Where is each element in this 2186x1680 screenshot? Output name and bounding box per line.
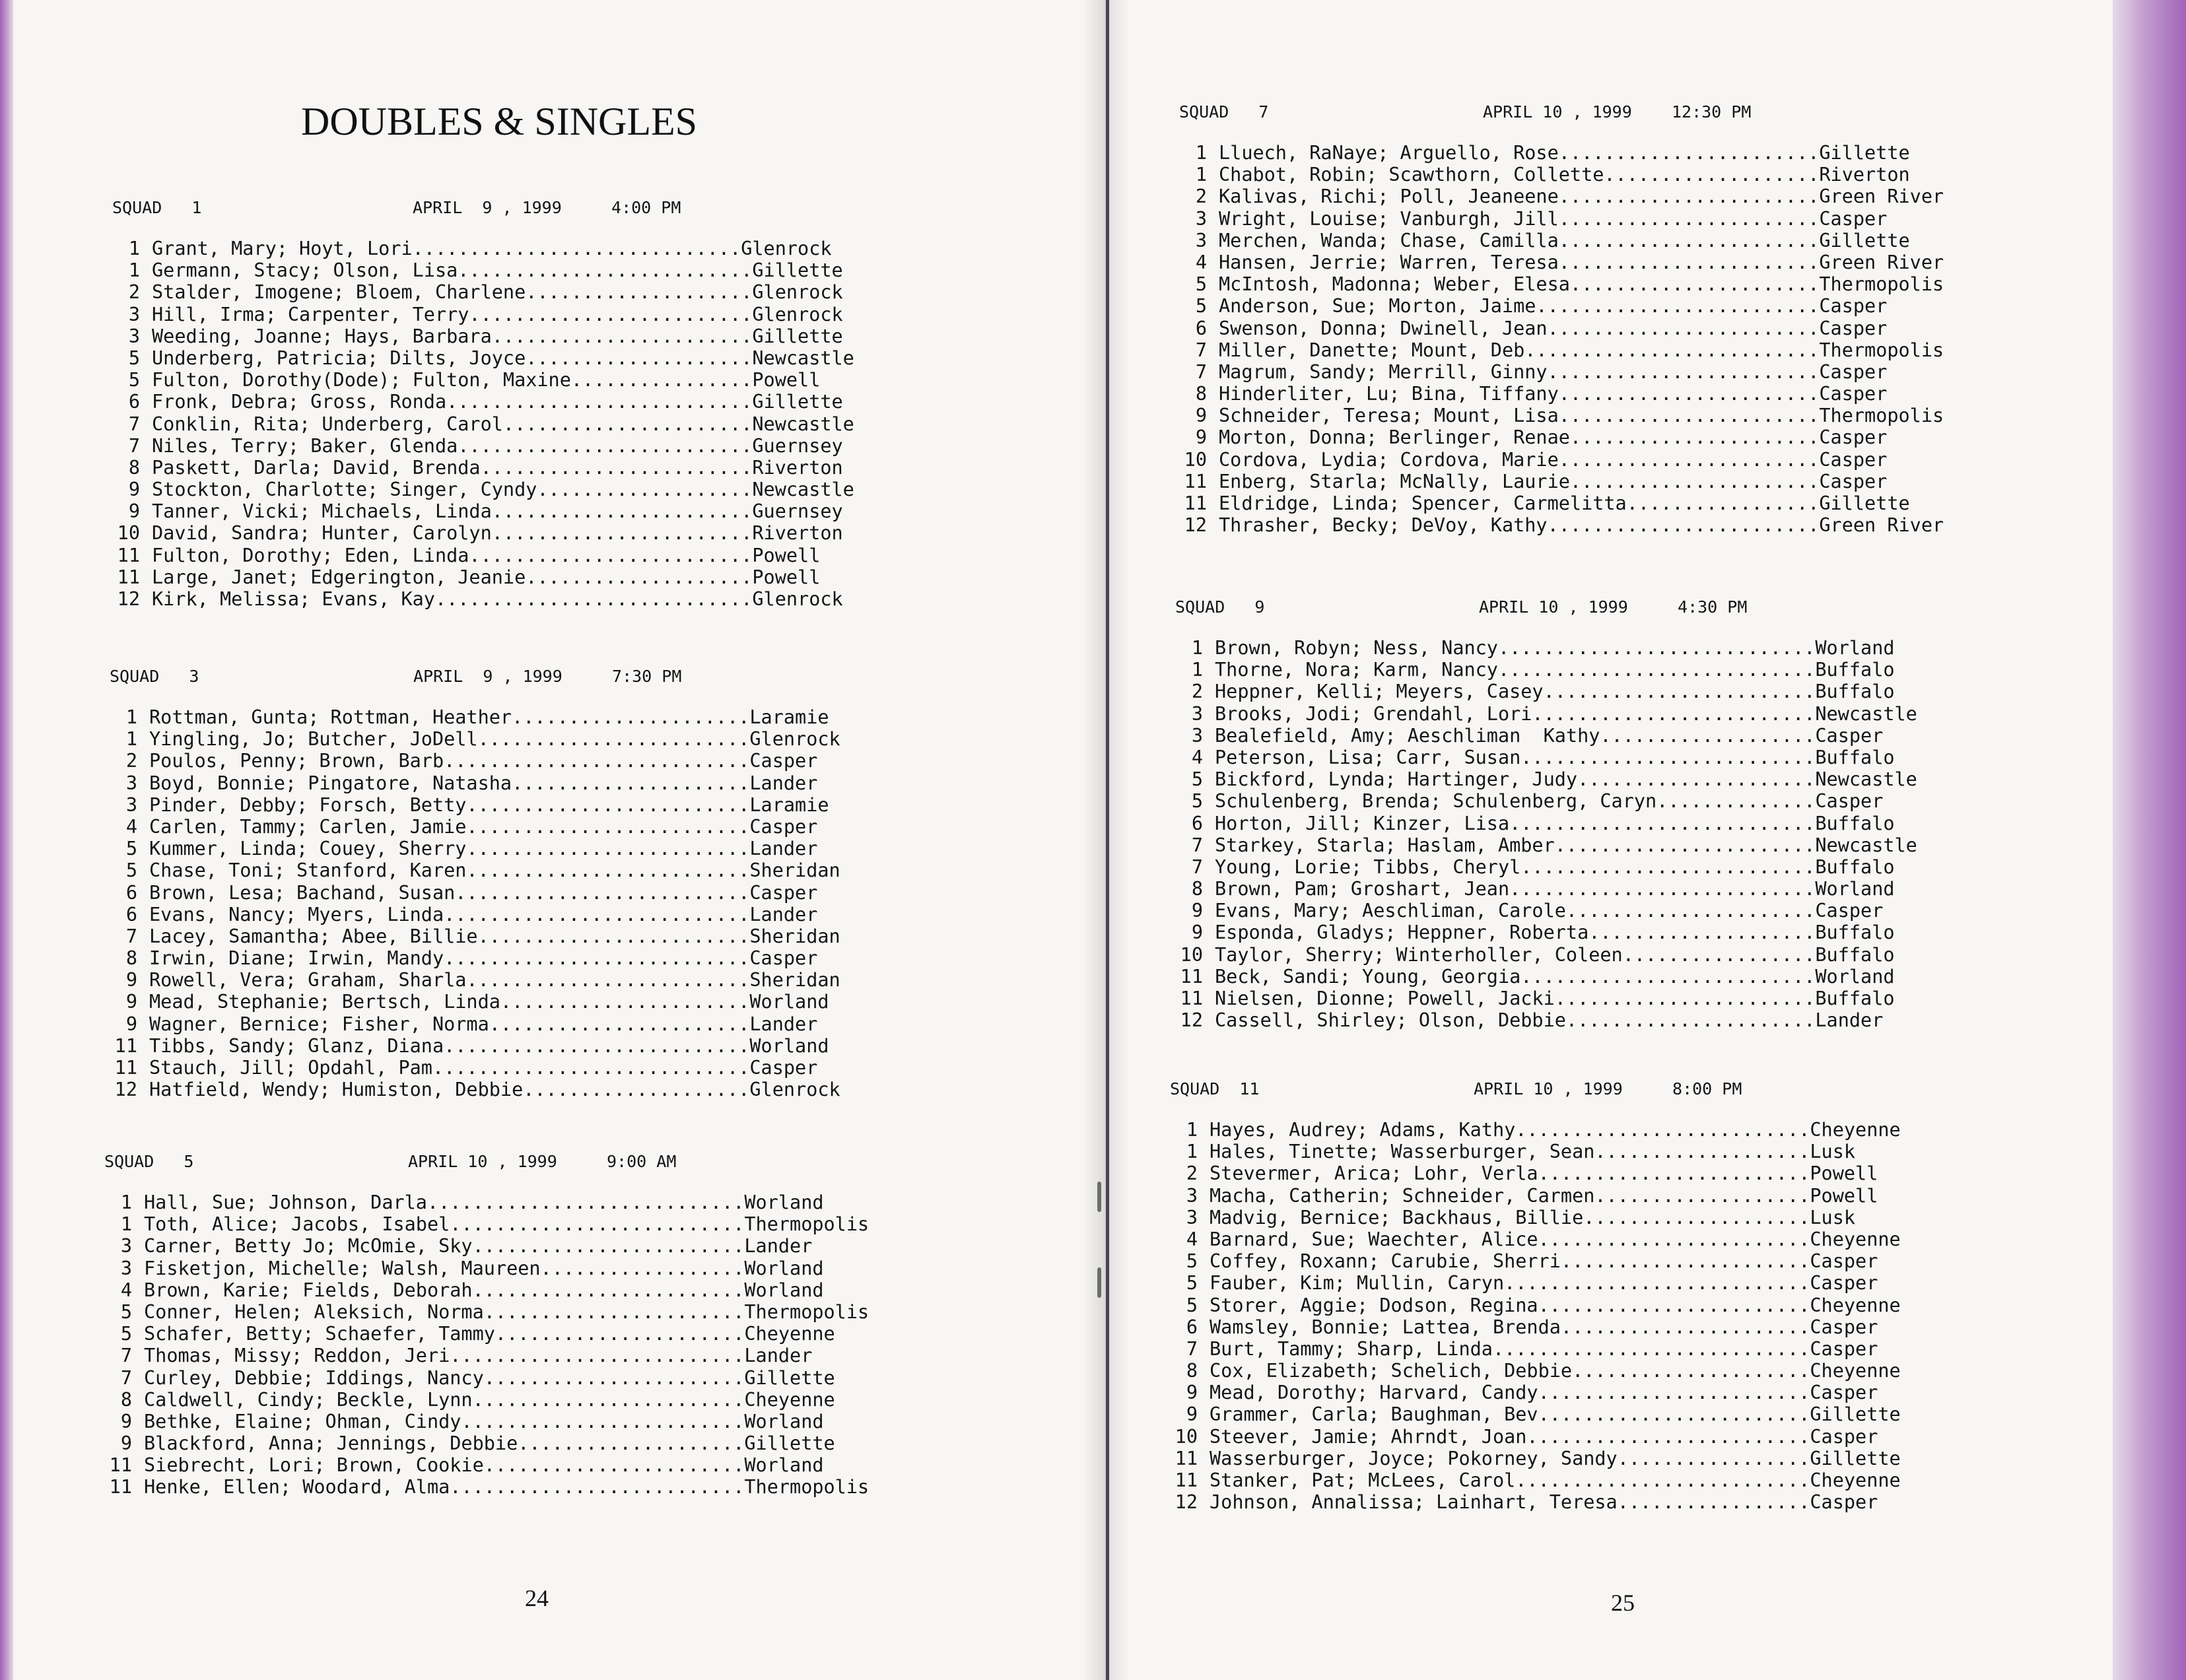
entry-text: Kirk, Melissa; Evans, Kay............................Glenrock: [152, 588, 843, 610]
entry-text: Schneider, Teresa; Mount, Lisa.......................Thermopolis: [1219, 405, 1944, 427]
entry-rank: 7: [120, 1345, 132, 1367]
entry-rank: 5: [120, 1323, 132, 1345]
entry-rank: 6: [125, 881, 137, 904]
entry-rank: 1: [1186, 1119, 1198, 1141]
entry-text: Irwin, Diane; Irwin, Mandy...........................Casper: [149, 947, 818, 970]
entry-rank: 11: [114, 1057, 137, 1079]
squad-date-time: APRIL 10 , 1999 8:00 PM: [1474, 1079, 1742, 1098]
entry-text: Weeding, Joanne; Hays, Barbara.......................Gillette: [152, 325, 843, 347]
entry-rank: 8: [1191, 878, 1203, 900]
entry-text: Hill, Irma; Carpenter, Terry.........................Glenrock: [152, 303, 843, 325]
entry-text: Mead, Stephanie; Bertsch, Linda......................Worland: [149, 991, 829, 1013]
entry-rank: 7: [1195, 339, 1207, 361]
entry-text: Lluech, RaNaye; Arguello, Rose.......................Gillette: [1219, 142, 1910, 164]
entry-text: Fisketjon, Michelle; Walsh, Maureen..................Worland: [144, 1257, 824, 1279]
entry-rank: 6: [125, 903, 137, 925]
entry-text: Eldridge, Linda; Spencer, Carmelitta.................Gillette: [1219, 492, 1910, 514]
entry-text: Nielsen, Dionne; Powell, Jacki.......................Buffalo: [1215, 988, 1895, 1009]
entry-rank: 11: [1184, 492, 1207, 514]
entry-text: Fronk, Debra; Gross, Ronda...........................Gillette: [152, 391, 843, 413]
entry-text: Schulenberg, Brenda; Schulenberg, Caryn..............Casper: [1215, 790, 1884, 813]
entry-text: Large, Janet; Edgerington, Jeanie....................Powell: [152, 566, 821, 588]
entry-rank: 11: [1180, 988, 1203, 1009]
entry-text: Cordova, Lydia; Cordova, Marie.......................Casper: [1219, 448, 1888, 471]
entry-rank: 6: [128, 391, 140, 413]
entry-text: Morton, Donna; Berlinger, Renae......................Casper: [1219, 426, 1888, 449]
entry-rank: 5: [1186, 1272, 1198, 1294]
entry-rank: 8: [120, 1388, 132, 1411]
entry-rank: 11: [109, 1476, 132, 1498]
entry-text: Wright, Louise; Vanburgh, Jill.......................Casper: [1219, 207, 1888, 230]
entry-rank: 3: [1186, 1184, 1198, 1207]
entry-text: Fauber, Kim; Mullin, Caryn...........................Casper: [1210, 1272, 1878, 1294]
entry-text: Swenson, Donna; Dwinell, Jean........................Casper: [1219, 317, 1888, 339]
entry-text: Evans, Nancy; Myers, Linda...........................Lander: [149, 903, 818, 925]
entry-rank: 10: [1180, 943, 1203, 966]
entry-rank: 11: [1175, 1447, 1198, 1469]
squad-label: SQUAD 1: [112, 198, 202, 217]
entry-text: Stevermer, Arica; Lohr, Verla........................Powell: [1210, 1162, 1878, 1185]
entry-rank: 7: [1191, 856, 1203, 878]
entry-rank: 9: [1195, 426, 1207, 449]
entry-text: Henke, Ellen; Woodard, Alma..........................Thermopolis: [144, 1476, 870, 1498]
entry-text: Thomas, Missy; Reddon, Jeri..........................Lander: [144, 1345, 813, 1367]
entry-text: Tibbs, Sandy; Glanz, Diana...........................Worland: [149, 1034, 829, 1057]
book-edge-left: [0, 0, 13, 1680]
entry-text: Conklin, Rita; Underberg, Carol......................Newcastle: [152, 413, 854, 435]
entry-text: Hansen, Jerrie; Warren, Teresa.......................Green River: [1219, 251, 1944, 273]
entry-rank: 10: [117, 522, 140, 545]
entry-text: Stalder, Imogene; Bloem, Charlene....................Glenrock: [152, 281, 843, 304]
entry-text: Steever, Jamie; Ahrndt, Joan.........................Casper: [1210, 1425, 1878, 1448]
entry-text: Hayes, Audrey; Adams, Kathy..........................Cheyenne: [1210, 1119, 1901, 1141]
entry-text: Stanker, Pat; McLees, Carol..........................Cheyenne: [1210, 1469, 1901, 1491]
squad-date-time: APRIL 10 , 1999 12:30 PM: [1483, 102, 1752, 121]
entry-text: Grammer, Carla; Baughman, Bev........................Gillette: [1210, 1403, 1901, 1426]
entry-rank: 1: [125, 706, 137, 728]
entry-text: Curley, Debbie; Iddings, Nancy.......................Gillette: [144, 1366, 835, 1389]
entry-text: Underberg, Patricia; Dilts, Joyce....................Newcastle: [152, 347, 854, 369]
entry-rank: 3: [1191, 724, 1203, 747]
entry-rank: 9: [1191, 922, 1203, 944]
entry-rank: 12: [1175, 1491, 1198, 1514]
entry-rank: 9: [1195, 405, 1207, 427]
entry-text: Magrum, Sandy; Merrill, Ginny........................Casper: [1219, 360, 1888, 383]
entry-text: Thrasher, Becky; DeVoy, Kathy........................Green River: [1219, 514, 1944, 537]
entry-text: Siebrecht, Lori; Brown, Cookie.......................Worland: [144, 1454, 824, 1477]
entry-text: Wasserburger, Joyce; Pokorney, Sandy.................Gillette: [1210, 1447, 1901, 1469]
squad-label: SQUAD 11: [1170, 1079, 1260, 1098]
entry-rank: 4: [125, 815, 137, 838]
entry-rank: 11: [109, 1454, 132, 1477]
entry-text: Brown, Pam; Groshart, Jean...........................Worland: [1215, 878, 1895, 900]
entry-rank: 5: [1186, 1294, 1198, 1316]
entry-rank: 3: [1191, 702, 1203, 725]
entry-rank: 1: [1191, 637, 1203, 659]
staple-icon: [1097, 1267, 1101, 1298]
entry-rank: 1: [1195, 142, 1207, 164]
entry-text: Merchen, Wanda; Chase, Camilla.......................Gillette: [1219, 229, 1910, 252]
entry-text: Rottman, Gunta; Rottman, Heather.....................Laramie: [149, 706, 829, 728]
entry-text: Rowell, Vera; Graham, Sharla.........................Sheridan: [149, 969, 840, 991]
entry-rank: 9: [128, 500, 140, 523]
entry-text: Germann, Stacy; Olson, Lisa..........................Gillette: [152, 259, 843, 282]
entry-text: Stauch, Jill; Opdahl, Pam............................Casper: [149, 1057, 818, 1079]
entry-rank: 9: [125, 969, 137, 991]
entry-rank: 10: [1175, 1425, 1198, 1448]
entry-rank: 1: [128, 238, 140, 259]
entry-text: Brooks, Jodi; Grendahl, Lori.........................Newcastle: [1215, 702, 1917, 725]
page-number-right: 25: [1611, 1590, 1635, 1616]
entry-text: Starkey, Starla; Haslam, Amber.......................Newcastle: [1215, 834, 1917, 856]
entry-rank: 6: [1195, 317, 1207, 339]
entry-rank: 8: [125, 947, 137, 970]
entry-rank: 9: [1186, 1382, 1198, 1404]
entry-text: Niles, Terry; Baker, Glenda..........................Guernsey: [152, 434, 843, 457]
entry-rank: 1: [125, 728, 137, 751]
entry-text: Hinderliter, Lu; Bina, Tiffany.......................Casper: [1219, 383, 1888, 405]
entry-rank: 12: [1184, 514, 1207, 537]
entry-rank: 4: [120, 1279, 132, 1301]
entry-rank: 4: [1186, 1228, 1198, 1250]
entry-text: Brown, Robyn; Ness, Nancy............................Worland: [1215, 637, 1895, 659]
squad-date-time: APRIL 9 , 1999 4:00 PM: [413, 198, 681, 217]
entry-rank: 2: [1186, 1162, 1198, 1185]
entry-rank: 11: [1180, 965, 1203, 988]
entry-rank: 12: [117, 588, 140, 610]
entry-rank: 9: [1186, 1403, 1198, 1426]
entry-text: Yingling, Jo; Butcher, JoDell........................Glenrock: [149, 728, 840, 751]
entry-rank: 7: [1186, 1337, 1198, 1360]
entry-rank: 3: [1195, 229, 1207, 252]
squad-label: SQUAD 9: [1175, 597, 1265, 617]
entry-text: Wagner, Bernice; Fisher, Norma.......................Lander: [149, 1013, 818, 1035]
entry-rank: 11: [117, 566, 140, 588]
entry-rank: 5: [120, 1300, 132, 1323]
entry-rank: 2: [1195, 185, 1207, 208]
entry-rank: 3: [1195, 207, 1207, 230]
book-edge-right: [2113, 0, 2186, 1680]
entry-text: Madvig, Bernice; Backhaus, Billie....................Lusk: [1210, 1206, 1856, 1228]
entry-text: Blackford, Anna; Jennings, Debbie....................Gillette: [144, 1432, 835, 1455]
entry-rank: 1: [128, 259, 140, 282]
entry-rank: 11: [114, 1034, 137, 1057]
entry-text: Taylor, Sherry; Winterholler, Coleen.................Buffalo: [1215, 943, 1895, 966]
entry-rank: 11: [1184, 470, 1207, 492]
entry-rank: 1: [1186, 1141, 1198, 1163]
entry-rank: 8: [1195, 383, 1207, 405]
entry-text: Cassell, Shirley; Olson, Debbie......................Lander: [1215, 1009, 1884, 1032]
entry-text: Young, Lorie; Tibbs, Cheryl..........................Buffalo: [1215, 856, 1895, 878]
entry-text: Miller, Danette; Mount, Deb..........................Thermopolis: [1219, 339, 1944, 361]
entry-rank: 3: [120, 1235, 132, 1258]
entry-text: Brown, Lesa; Bachand, Susan..........................Casper: [149, 881, 818, 904]
book-spine: [1083, 0, 1129, 1680]
entry-text: Esponda, Gladys; Heppner, Roberta....................Buffalo: [1215, 922, 1895, 944]
entry-text: Kummer, Linda; Couey, Sherry.........................Lander: [149, 838, 818, 860]
entry-rank: 9: [120, 1410, 132, 1432]
entry-rank: 8: [1186, 1360, 1198, 1382]
page-title: DOUBLES & SINGLES: [301, 100, 698, 143]
entry-text: Carlen, Tammy; Carlen, Jamie.........................Casper: [149, 815, 818, 838]
entry-rank: 5: [1195, 295, 1207, 318]
entry-rank: 7: [1191, 834, 1203, 856]
entry-rank: 4: [1195, 251, 1207, 273]
entry-text: Brown, Karie; Fields, Deborah........................Worland: [144, 1279, 824, 1301]
entry-text: Burt, Tammy; Sharp, Linda............................Casper: [1210, 1337, 1878, 1360]
entry-rank: 7: [125, 925, 137, 947]
entry-rank: 8: [128, 456, 140, 479]
entry-rank: 3: [125, 772, 137, 794]
entry-text: Schafer, Betty; Schaefer, Tammy......................Cheyenne: [144, 1323, 835, 1345]
entry-text: Cox, Elizabeth; Schelich, Debbie.....................Cheyenne: [1210, 1360, 1901, 1382]
entry-text: Evans, Mary; Aeschliman, Carole......................Casper: [1215, 900, 1884, 922]
entry-text: Grant, Mary; Hoyt, Lori.............................Glenrock: [152, 238, 832, 259]
entry-text: Anderson, Sue; Morton, Jaime.........................Casper: [1219, 295, 1888, 318]
entry-text: Hall, Sue; Johnson, Darla............................Worland: [144, 1192, 824, 1213]
entry-text: Coffey, Roxann; Carubie, Sherri......................Casper: [1210, 1250, 1878, 1273]
entry-text: Chabot, Robin; Scawthorn, Collette...................Riverton: [1219, 164, 1910, 186]
entry-text: McIntosh, Madonna; Weber, Elesa......................Thermopolis: [1219, 273, 1944, 296]
entry-text: Toth, Alice; Jacobs, Isabel..........................Thermopolis: [144, 1213, 870, 1236]
entry-rank: 1: [1195, 164, 1207, 186]
entry-rank: 2: [125, 750, 137, 772]
entry-text: Pinder, Debby; Forsch, Betty.........................Laramie: [149, 793, 829, 816]
entry-rank: 4: [1191, 746, 1203, 768]
entry-rank: 5: [1195, 273, 1207, 296]
entry-text: Bickford, Lynda; Hartinger, Judy.....................Newcastle: [1215, 768, 1917, 791]
entry-text: Bethke, Elaine; Ohman, Cindy.........................Worland: [144, 1410, 824, 1432]
entry-rank: 9: [125, 991, 137, 1013]
entry-text: Peterson, Lisa; Carr, Susan..........................Buffalo: [1215, 746, 1895, 768]
entry-rank: 1: [120, 1192, 132, 1213]
entry-rank: 9: [1191, 900, 1203, 922]
entry-rank: 5: [1191, 790, 1203, 813]
entry-rank: 12: [114, 1079, 137, 1101]
entry-text: Beck, Sandi; Young, Georgia..........................Worland: [1215, 965, 1895, 988]
entry-rank: 9: [125, 1013, 137, 1035]
entry-text: Boyd, Bonnie; Pingatore, Natasha.....................Lander: [149, 772, 818, 794]
entry-rank: 3: [128, 325, 140, 347]
entry-rank: 3: [120, 1257, 132, 1279]
entry-text: Horton, Jill; Kinzer, Lisa...........................Buffalo: [1215, 812, 1895, 834]
entry-rank: 3: [125, 793, 137, 816]
entry-text: Enberg, Starla; McNally, Laurie......................Casper: [1219, 470, 1888, 492]
entry-rank: 6: [1186, 1316, 1198, 1338]
entry-text: Tanner, Vicki; Michaels, Linda.......................Guernsey: [152, 500, 843, 523]
entry-text: Fulton, Dorothy(Dode); Fulton, Maxine................Powell: [152, 369, 821, 391]
squad-label: SQUAD 5: [104, 1152, 194, 1171]
entry-rank: 3: [128, 303, 140, 325]
page-number-left: 24: [525, 1585, 549, 1611]
entry-rank: 7: [128, 434, 140, 457]
entry-text: Wamsley, Bonnie; Lattea, Brenda......................Casper: [1210, 1316, 1878, 1338]
entry-text: Chase, Toni; Stanford, Karen.........................Sheridan: [149, 859, 840, 882]
squad-date-time: APRIL 9 , 1999 7:30 PM: [413, 667, 682, 686]
entry-rank: 5: [125, 838, 137, 860]
entry-rank: 5: [1191, 768, 1203, 791]
entry-text: Fulton, Dorothy; Eden, Linda.........................Powell: [152, 544, 821, 566]
entry-text: Heppner, Kelli; Meyers, Casey........................Buffalo: [1215, 681, 1895, 703]
entry-rank: 5: [1186, 1250, 1198, 1273]
squad-label: SQUAD 7: [1179, 102, 1269, 121]
entry-text: Conner, Helen; Aleksich, Norma.......................Thermopolis: [144, 1300, 870, 1323]
entry-rank: 11: [1175, 1469, 1198, 1491]
entry-rank: 7: [1195, 360, 1207, 383]
entry-rank: 9: [120, 1432, 132, 1455]
squad-date-time: APRIL 10 , 1999 4:30 PM: [1479, 597, 1748, 617]
entry-rank: 12: [1180, 1009, 1203, 1032]
entry-rank: 3: [1186, 1206, 1198, 1228]
entry-text: Johnson, Annalissa; Lainhart, Teresa.................Casper: [1210, 1491, 1878, 1514]
entry-text: Macha, Catherin; Schneider, Carmen...................Powell: [1210, 1184, 1878, 1207]
entry-text: David, Sandra; Hunter, Carolyn.......................Riverton: [152, 522, 843, 545]
entry-rank: 7: [120, 1366, 132, 1389]
entry-rank: 2: [128, 281, 140, 304]
squad-label: SQUAD 3: [110, 667, 199, 686]
entry-text: Bealefield, Amy; Aeschliman Kathy...................Casper: [1215, 724, 1884, 747]
staple-icon: [1097, 1182, 1101, 1212]
entry-text: Hatfield, Wendy; Humiston, Debbie....................Glenrock: [149, 1079, 840, 1101]
entry-text: Kalivas, Richi; Poll, Jeaneene.......................Green River: [1219, 185, 1944, 208]
entry-rank: 5: [125, 859, 137, 882]
entry-rank: 9: [128, 479, 140, 501]
entry-rank: 5: [128, 347, 140, 369]
entry-text: Storer, Aggie; Dodson, Regina........................Cheyenne: [1210, 1294, 1901, 1316]
entry-text: Poulos, Penny; Brown, Barb...........................Casper: [149, 750, 818, 772]
entry-text: Thorne, Nora; Karm, Nancy............................Buffalo: [1215, 659, 1895, 681]
entry-rank: 1: [120, 1213, 132, 1236]
squad-date-time: APRIL 10 , 1999 9:00 AM: [408, 1152, 677, 1171]
entry-rank: 7: [128, 413, 140, 435]
entry-rank: 6: [1191, 812, 1203, 834]
entry-rank: 10: [1184, 448, 1207, 471]
entry-text: Caldwell, Cindy; Beckle, Lynn........................Cheyenne: [144, 1388, 835, 1411]
entry-rank: 11: [117, 544, 140, 566]
entry-rank: 5: [128, 369, 140, 391]
entry-rank: 2: [1191, 681, 1203, 703]
entry-text: Paskett, Darla; David, Brenda........................Riverton: [152, 456, 843, 479]
entry-text: Lacey, Samantha; Abee, Billie........................Sheridan: [149, 925, 840, 947]
entry-rank: 1: [1191, 659, 1203, 681]
entry-text: Mead, Dorothy; Harvard, Candy........................Casper: [1210, 1382, 1878, 1404]
entry-text: Barnard, Sue; Waechter, Alice........................Cheyenne: [1210, 1228, 1901, 1250]
entry-text: Carner, Betty Jo; McOmie, Sky........................Lander: [144, 1235, 813, 1258]
entry-text: Stockton, Charlotte; Singer, Cyndy...................Newcastle: [152, 479, 854, 501]
entry-text: Hales, Tinette; Wasserburger, Sean...................Lusk: [1210, 1141, 1856, 1163]
